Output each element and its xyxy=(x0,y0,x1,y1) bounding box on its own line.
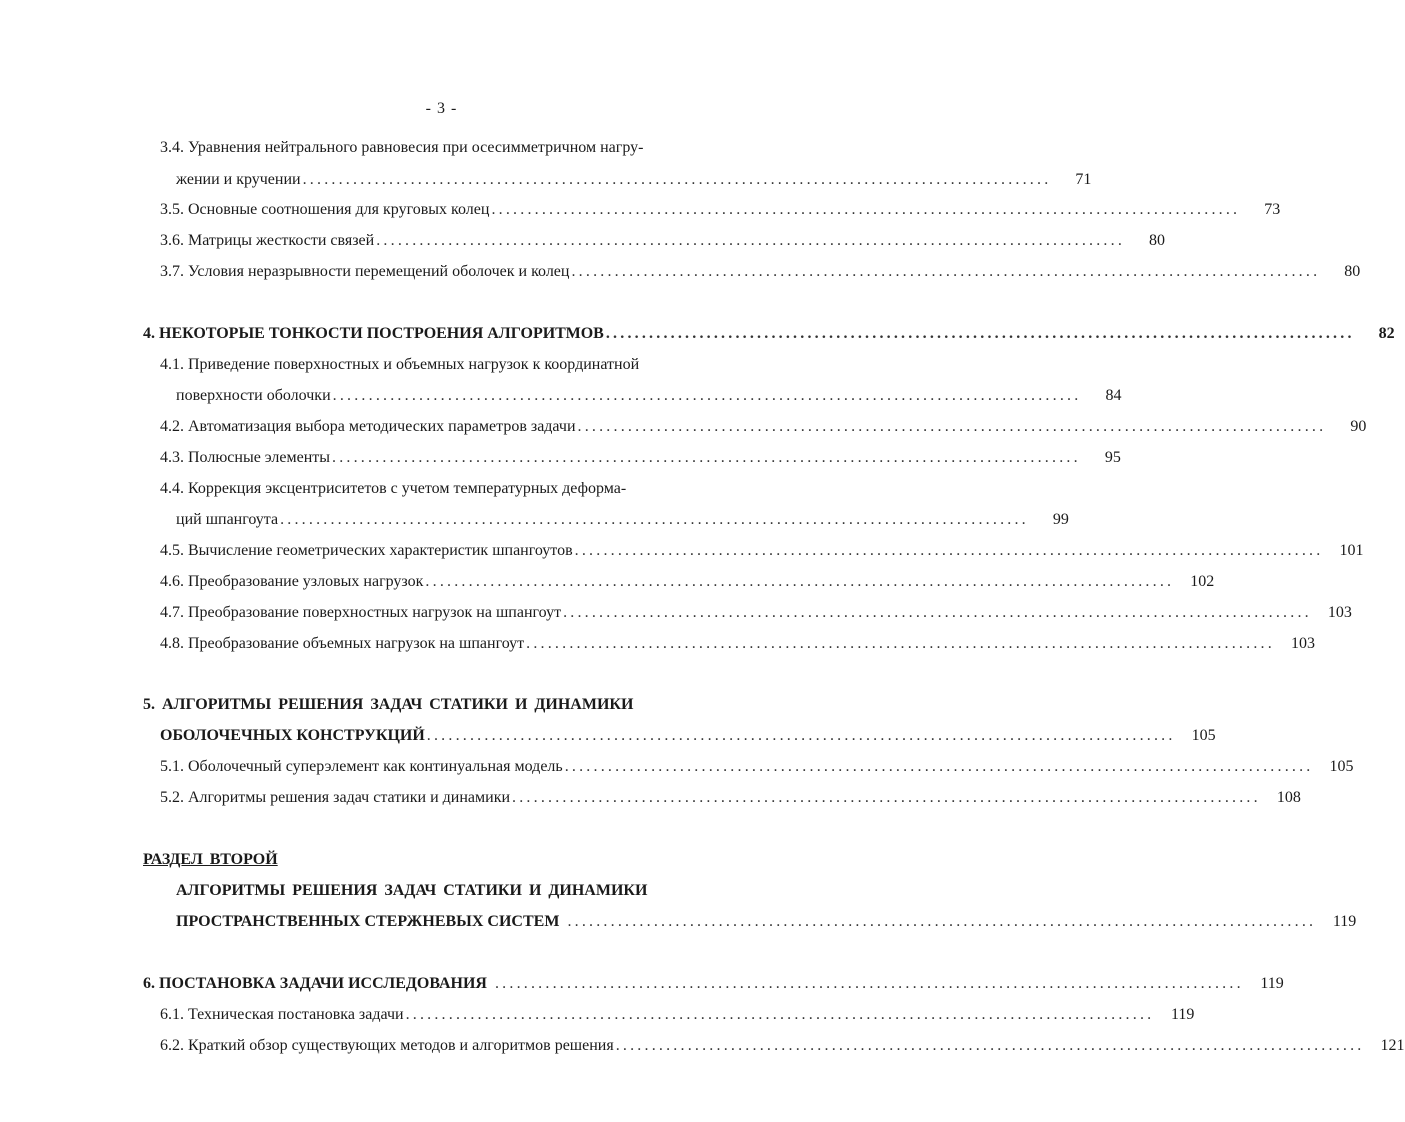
page-ref: 105 xyxy=(1191,727,1216,744)
leader-dots: ........................................................................................................ xyxy=(615,1037,1365,1054)
leader-dots: ........................................................................................................ xyxy=(280,511,1029,528)
page-ref: 105 xyxy=(1329,758,1354,775)
toc-chapter-6: 6. ПОСТАНОВКА ЗАДАЧИ ИССЛЕДОВАНИЯ ........................................................................................................ 119 xyxy=(143,975,1284,992)
leader-dots: ........................................................................................................ xyxy=(577,418,1327,435)
leader-dots: ........................................................................................................ xyxy=(526,635,1275,652)
page-ref: 80 xyxy=(1149,232,1166,249)
leader-dots: ........................................................................................................ xyxy=(332,387,1082,404)
toc-entry-4-2: 4.2. Автоматизация выбора методических параметров задачи ........................................................................................................ 90 xyxy=(160,418,1367,435)
page-ref: 90 xyxy=(1350,418,1367,435)
page-ref: 103 xyxy=(1327,604,1352,621)
leader-dots: ........................................................................................................ xyxy=(425,573,1175,590)
page-ref: 99 xyxy=(1052,511,1069,528)
page-ref: 121 xyxy=(1380,1037,1405,1054)
leader-dots: ........................................................................................................ xyxy=(567,913,1317,930)
section-two-subtitle-line1: АЛГОРИТМЫ РЕШЕНИЯ ЗАДАЧ СТАТИКИ И ДИНАМИКИ xyxy=(176,882,648,899)
leader-dots: ........................................................................................................ xyxy=(491,201,1241,218)
toc-entry-4-3: 4.3. Полюсные элементы ........................................................................................................ 95 xyxy=(160,449,1121,466)
section-two-subtitle: ПРОСТРАНСТВЕННЫХ СТЕРЖНЕВЫХ СИСТЕМ ........................................................................................................ 119 xyxy=(176,913,1357,930)
leader-dots: ........................................................................................................ xyxy=(494,975,1244,992)
page-ref: 80 xyxy=(1344,263,1361,280)
toc-entry-4-1: поверхности оболочки ........................................................................................................ 84 xyxy=(176,387,1122,404)
page-ref: 119 xyxy=(1260,975,1284,992)
page-ref: 102 xyxy=(1190,573,1215,590)
toc-entry-4-1-line1: 4.1. Приведение поверхностных и объемных нагрузок к координатной xyxy=(160,356,640,373)
toc-entry-4-5: 4.5. Вычисление геометрических характеристик шпангоутов ........................................................................................................ 101 xyxy=(160,542,1364,559)
leader-dots: ........................................................................................................ xyxy=(426,727,1176,744)
toc-entry-3-5: 3.5. Основные соотношения для круговых колец ........................................................................................................ 73 xyxy=(160,201,1281,218)
leader-dots: ........................................................................................................ xyxy=(376,232,1126,249)
page-ref: 73 xyxy=(1264,201,1281,218)
toc-entry-4-4: ций шпангоута ........................................................................................................ 99 xyxy=(176,511,1069,528)
leader-dots: ........................................................................................................ xyxy=(571,263,1321,280)
toc-entry-3-7: 3.7. Условия неразрывности перемещений оболочек и колец ........................................................................................................ 80 xyxy=(160,263,1361,280)
toc-entry-3-4: жении и кручении ........................................................................................................ 71 xyxy=(176,171,1092,188)
leader-dots: ........................................................................................................ xyxy=(405,1006,1155,1023)
leader-dots: ........................................................................................................ xyxy=(564,758,1314,775)
page-ref: 103 xyxy=(1290,635,1315,652)
toc-entry-3-4-line1: 3.4. Уравнения нейтрального равновесия при осесимметричном нагру- xyxy=(160,139,644,156)
leader-dots: ........................................................................................................ xyxy=(332,449,1081,466)
page-ref: 108 xyxy=(1276,789,1301,806)
toc-chapter-5: ОБОЛОЧЕЧНЫХ КОНСТРУКЦИЙ ........................................................................................................ 105 xyxy=(160,727,1216,744)
toc-entry-4-7: 4.7. Преобразование поверхностных нагрузок на шпангоут ........................................................................................................ 103 xyxy=(160,604,1352,621)
page-ref: 82 xyxy=(1378,325,1395,342)
page-ref: 119 xyxy=(1170,1006,1195,1023)
page-ref: 84 xyxy=(1105,387,1122,404)
leader-dots: ........................................................................................................ xyxy=(605,325,1355,342)
toc-entry-6-2: 6.2. Краткий обзор существующих методов и алгоритмов решения ........................................................................................................ 121 xyxy=(160,1037,1405,1054)
toc-entry-4-4-line1: 4.4. Коррекция эксцентриситетов с учетом температурных деформа- xyxy=(160,480,627,497)
leader-dots: ........................................................................................................ xyxy=(302,171,1052,188)
page-ref: 95 xyxy=(1104,449,1121,466)
page-number: - 3 - xyxy=(425,100,458,117)
toc-entry-4-6: 4.6. Преобразование узловых нагрузок ........................................................................................................ 102 xyxy=(160,573,1215,590)
leader-dots: ........................................................................................................ xyxy=(574,542,1324,559)
leader-dots: ........................................................................................................ xyxy=(512,789,1261,806)
toc-entry-6-1: 6.1. Техническая постановка задачи ........................................................................................................ 119 xyxy=(160,1006,1195,1023)
toc-entry-4-8: 4.8. Преобразование объемных нагрузок на шпангоут ........................................................................................................ 103 xyxy=(160,635,1315,652)
page-ref: 119 xyxy=(1332,913,1357,930)
page-ref: 71 xyxy=(1075,171,1092,188)
toc-entry-3-6: 3.6. Матрицы жесткости связей ........................................................................................................ 80 xyxy=(160,232,1166,249)
toc-chapter-5-line1: 5. АЛГОРИТМЫ РЕШЕНИЯ ЗАДАЧ СТАТИКИ И ДИНАМИКИ xyxy=(143,696,634,713)
toc-chapter-4: 4. НЕКОТОРЫЕ ТОНКОСТИ ПОСТРОЕНИЯ АЛГОРИТМОВ ........................................................................................................ 82 xyxy=(143,325,1395,342)
toc-entry-5-2: 5.2. Алгоритмы решения задач статики и динамики ........................................................................................................ 108 xyxy=(160,789,1301,806)
toc-entry-5-1: 5.1. Оболочечный суперэлемент как континуальная модель ........................................................................................................ 105 xyxy=(160,758,1354,775)
leader-dots: ........................................................................................................ xyxy=(563,604,1312,621)
section-two-title: РАЗДЕЛ ВТОРОЙ xyxy=(143,851,278,868)
page-ref: 101 xyxy=(1339,542,1364,559)
